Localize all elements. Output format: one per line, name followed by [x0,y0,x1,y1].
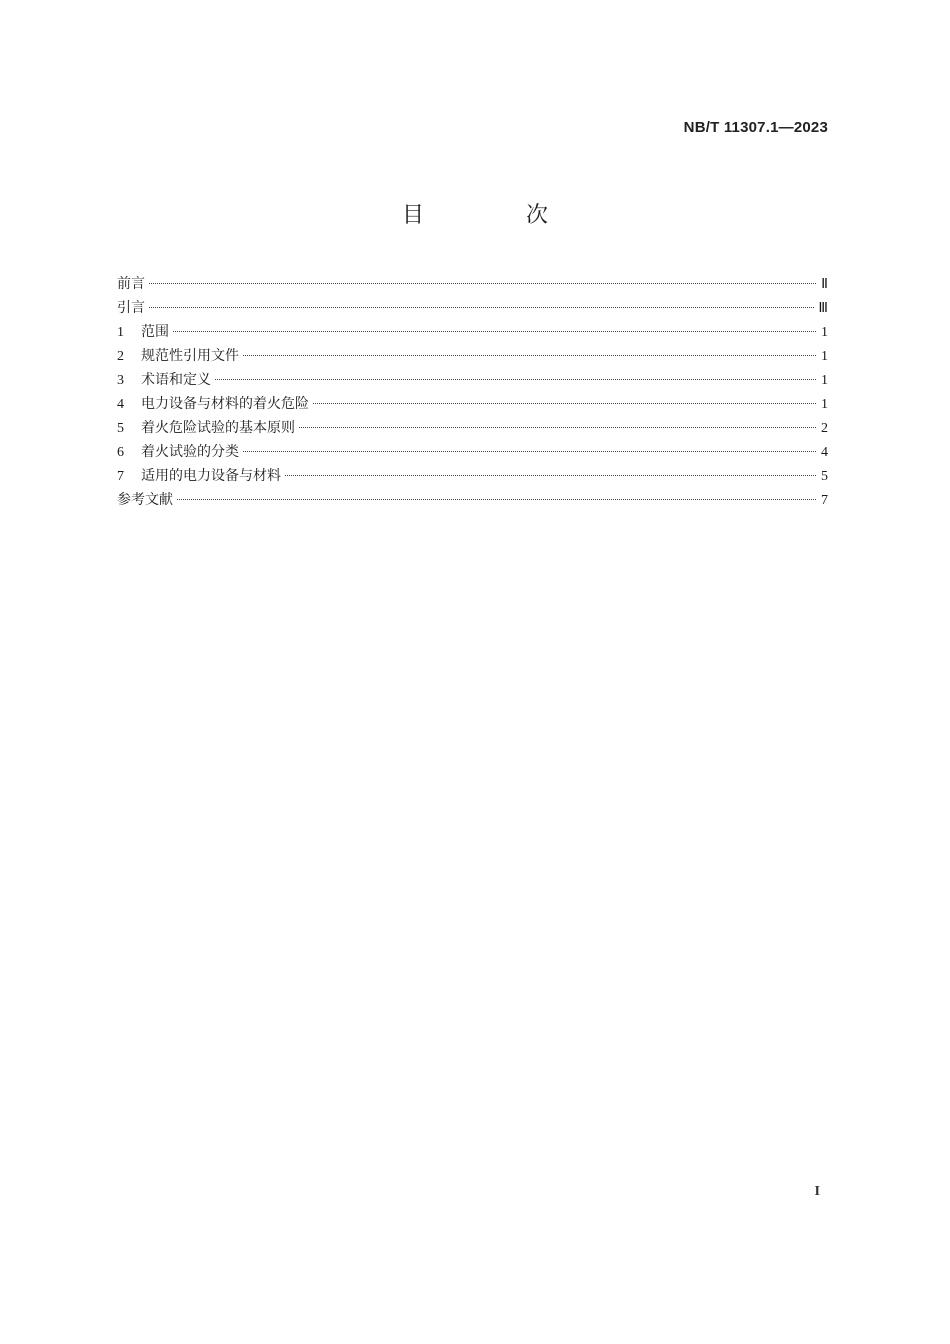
toc-entry-scope[interactable] [117,320,828,344]
toc-page-number: 1 [821,349,828,364]
dot-leader [299,427,816,428]
toc-label: 着火危险试验的基本原则 [141,420,295,436]
toc-section-number: 2 [117,349,124,364]
page-number: I [814,1184,820,1199]
toc-section-number: 4 [117,397,124,412]
toc-label: 范围 [141,324,169,340]
dot-leader [243,355,816,356]
toc-label: 前言 [117,276,145,292]
toc-section-number: 1 [117,325,124,340]
dot-leader [173,331,816,332]
toc-page-number: 1 [821,397,828,412]
toc-entry-foreword[interactable] [117,272,828,296]
table-of-contents [117,272,828,512]
toc-page-number: Ⅱ [821,277,828,292]
toc-entry-normative-references[interactable] [117,344,828,368]
toc-page-number: 5 [821,469,828,484]
toc-label: 术语和定义 [141,372,211,388]
toc-entry-test-principles[interactable] [117,416,828,440]
toc-entry-fire-hazard[interactable] [117,392,828,416]
dot-leader [313,403,816,404]
dot-leader [285,475,816,476]
toc-entry-test-classification[interactable] [117,440,828,464]
toc-label: 参考文献 [117,492,173,508]
toc-section-number: 5 [117,421,124,436]
toc-page-number: 7 [821,493,828,508]
toc-section-number: 3 [117,373,124,388]
toc-entry-terms-definitions[interactable] [117,368,828,392]
toc-label: 引言 [117,300,145,316]
toc-label: 电力设备与材料的着火危险 [141,396,309,412]
dot-leader [243,451,816,452]
standard-code: NB/T 11307.1—2023 [683,119,828,136]
toc-label: 着火试验的分类 [141,444,239,460]
toc-label: 规范性引用文件 [141,348,239,364]
dot-leader [149,307,814,308]
toc-entry-introduction[interactable] [117,296,828,320]
toc-section-number: 6 [117,445,124,460]
toc-label: 适用的电力设备与材料 [141,468,281,484]
dot-leader [215,379,816,380]
toc-page-number: 4 [821,445,828,460]
toc-entry-bibliography[interactable] [117,488,828,512]
toc-page-number: 2 [821,421,828,436]
toc-page-number: 1 [821,325,828,340]
dot-leader [177,499,816,500]
page-title: 目 次 [401,203,588,228]
toc-entry-applicable-equipment[interactable] [117,464,828,488]
toc-section-number: 7 [117,469,124,484]
toc-page-number: Ⅲ [818,301,828,316]
toc-page-number: 1 [821,373,828,388]
dot-leader [149,283,816,284]
